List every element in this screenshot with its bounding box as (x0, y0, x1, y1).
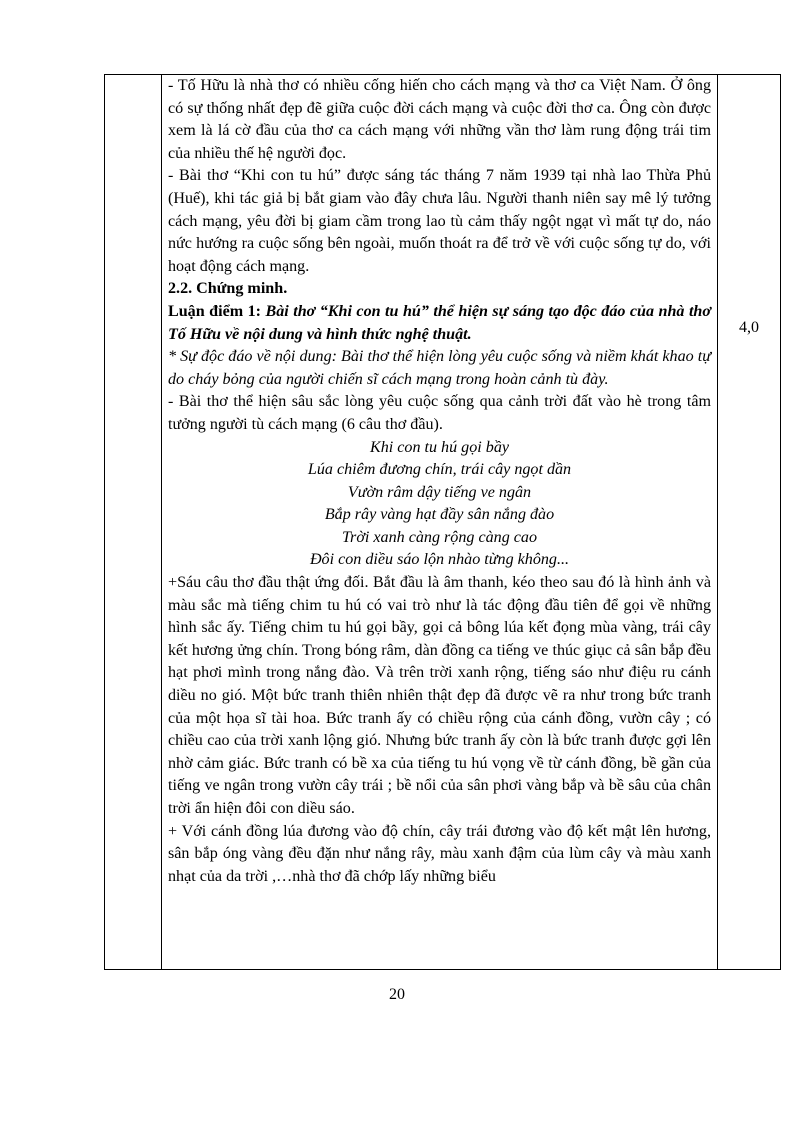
poem-line: Khi con tu hú gọi bầy (369, 438, 510, 456)
section-heading: 2.2. Chứng minh. (168, 280, 288, 298)
poem-lead: - Bài thơ thể hiện sâu sắc lòng yêu cuộc sống qua cảnh trời đất vào hè trong tâm tưởng người tù cách mạng (6 câu thơ đầu). (168, 393, 711, 433)
point-text: Bài thơ “Khi con tu hú” thể hiện sự sáng tạo độc đáo của nhà thơ Tố Hữu về nội dung và hình thức nghệ thuật. (168, 302, 712, 343)
intro-paragraph-1: - Tố Hữu là nhà thơ có nhiều cống hiến cho cách mạng và thơ ca Việt Nam. Ở ông có sự thống nhất đẹp đẽ giữa cuộc đời cách mạng và cuộc đời thơ ca. Ông còn được xem là lá cờ đầu của thơ ca cách mạng với những vần thơ làm rung động trái tim của nhiều thế hệ người đọc. (168, 77, 711, 162)
point-label: Luận điểm 1: (168, 302, 262, 320)
argument-point-1 (168, 301, 711, 346)
poem-line: Lúa chiêm đương chín, trái cây ngọt dần (307, 461, 572, 479)
page-number: 20 (389, 986, 405, 1003)
analysis-paragraph-1: +Sáu câu thơ đầu thật ứng đối. Bắt đầu là âm thanh, kéo theo sau đó là hình ảnh và màu sắc mà tiếng chim tu hú có vai trò như là tác động đầu tiên để gọi về những hình sắc ấy. Tiếng chim tu hú gọi bầy, gọi cả bông lúa kết đọng mùa vàng, trái cây kết hương ửng chín. Trong bóng râm, dàn đồng ca tiếng ve thúc giục cả sân bắp đều hạt phơi mình trong nắng đào. Và trên trời xanh rộng, tiếng sáo như điệu ru cánh diều no gió. Một bức tranh thiên nhiên thật đẹp đã được vẽ ra như trong bức tranh của một họa sĩ tài hoa. Bức tranh ấy có chiều rộng của cánh đồng, vườn cây ; có chiều cao của trời xanh lộng gió. Nhưng bức tranh ấy còn là bức tranh được gợi lên nhờ cảm giác. Bức tranh có bề xa của tiếng tu hú vọng về từ cánh đồng, bề gần của tiếng ve ngân trong vườn cây trái ; bề nổi của sân phơi vàng bắp và bề sâu của chân trời ẩn hiện đôi con diều sáo. (168, 574, 711, 817)
intro-paragraph-2: - Bài thơ “Khi con tu hú” được sáng tác tháng 7 năm 1939 tại nhà lao Thừa Phủ (Huế), khi tác giả bị bắt giam vào đây chưa lâu. Người thanh niên say mê lý tưởng cách mạng, yêu đời bị giam cầm trong lao tù cảm thấy ngột ngạt vì mất tự do, náo nức hướng ra cuộc sống bên ngoài, muốn thoát ra để trở về với cuộc sống tự do, với hoạt động cách mạng. (168, 167, 711, 275)
content-note: * Sự độc đáo về nội dung: Bài thơ thể hiện lòng yêu cuộc sống và niềm khát khao tự do cháy bỏng của người chiến sĩ cách mạng trong hoàn cảnh tù đày. (168, 348, 711, 388)
document-table (104, 74, 781, 970)
poem-line: Vườn râm dậy tiếng ve ngân (347, 483, 532, 501)
poem-line: Đôi con diều sáo lộn nhào từng không... (309, 551, 570, 569)
analysis-paragraph-2: + Với cánh đồng lúa đương vào độ chín, cây trái đương vào độ kết mật lên hương, sân bắp óng vàng đều đặn như nắng rây, màu xanh đậm của lùm cây và màu xanh nhạt của da trời ,…nhà thơ đã chớp lấy những biểu (168, 822, 711, 885)
score-cell (718, 75, 781, 970)
content-text (162, 75, 717, 888)
table-row (105, 75, 781, 970)
poem-line: Bắp rây vàng hạt đầy sân nắng đào (324, 506, 555, 524)
poem-line: Trời xanh càng rộng càng cao (342, 528, 537, 546)
score-value: 4,0 (739, 319, 759, 336)
content-cell (162, 75, 718, 970)
left-empty-cell (105, 75, 162, 970)
